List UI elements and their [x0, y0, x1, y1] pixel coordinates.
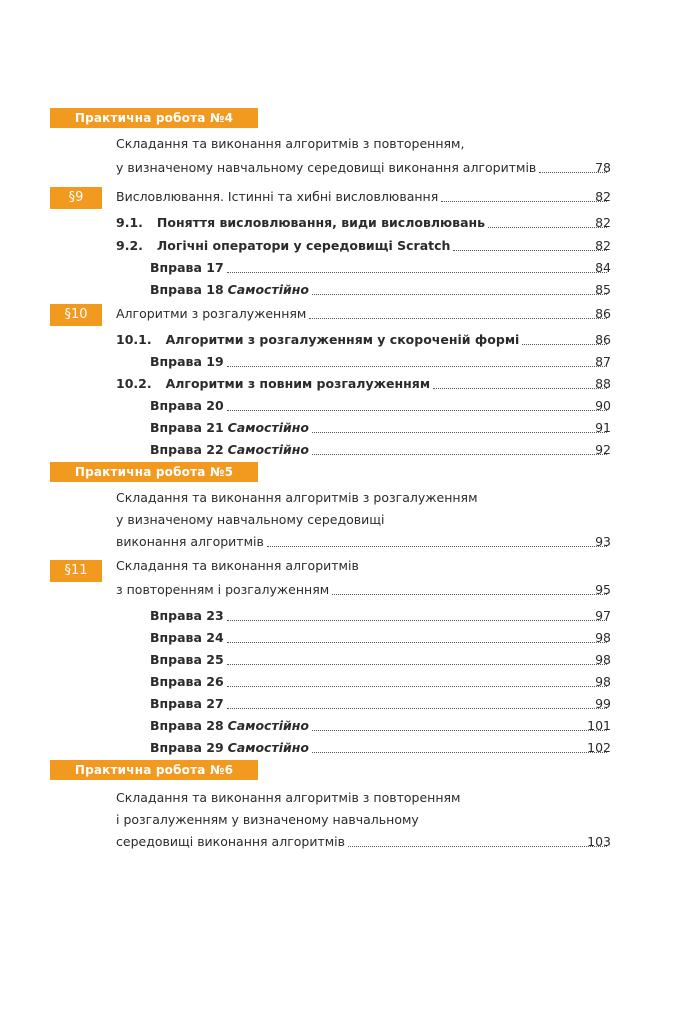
page-number: 82	[595, 238, 611, 253]
practical-work-4-tag: Практична робота №4	[50, 108, 258, 128]
toc-entry-exercise-18[interactable]	[150, 280, 610, 300]
toc-entry-10-2[interactable]	[116, 374, 610, 394]
exercise-label: Вправа 24	[150, 630, 224, 645]
dot-leader	[312, 294, 607, 295]
toc-entry-exercise-25[interactable]	[150, 650, 610, 670]
page-number: 78	[595, 160, 611, 175]
practical-work-5-line3: виконання алгоритмів	[116, 534, 264, 549]
page-number: 102	[587, 740, 611, 755]
toc-entry-exercise-24[interactable]	[150, 628, 610, 648]
dot-leader	[227, 642, 607, 643]
page-number: 86	[595, 306, 611, 321]
toc-entry-practical-4[interactable]	[116, 158, 610, 178]
dot-leader	[433, 388, 607, 389]
toc-entry-9-2[interactable]	[116, 236, 610, 256]
toc-entry-exercise-26[interactable]	[150, 672, 610, 692]
dot-leader	[312, 432, 607, 433]
exercise-label: Вправа 28	[150, 718, 224, 733]
self-study-note: Самостійно	[227, 282, 309, 297]
self-study-note: Самостійно	[227, 420, 309, 435]
dot-leader	[309, 318, 607, 319]
exercise-label: Вправа 25	[150, 652, 224, 667]
dot-leader	[312, 454, 607, 455]
exercise-label: Вправа 21	[150, 420, 224, 435]
subsection-number: 9.2.	[116, 238, 143, 253]
toc-entry-exercise-23[interactable]	[150, 606, 610, 626]
practical-work-6-line2: і розгалуженням у визначеному навчальному	[116, 812, 419, 827]
practical-work-5-line2: у визначеному навчальному середовищі	[116, 512, 385, 527]
paragraph-11-tag: §11	[50, 560, 102, 582]
page-number: 98	[595, 652, 611, 667]
toc-entry-exercise-17[interactable]	[150, 258, 610, 278]
toc-entry-s10[interactable]	[116, 304, 610, 324]
page-number: 85	[595, 282, 611, 297]
exercise-label: Вправа 23	[150, 608, 224, 623]
page-number: 86	[595, 332, 611, 347]
dot-leader	[227, 366, 607, 367]
page-number: 98	[595, 674, 611, 689]
practical-work-6-tag: Практична робота №6	[50, 760, 258, 780]
dot-leader	[267, 546, 607, 547]
page-number: 82	[595, 215, 611, 230]
practical-work-6-line1: Складання та виконання алгоритмів з повторенням	[116, 790, 461, 805]
subsection-title: Поняття висловлювання, види висловлювань	[156, 215, 486, 230]
dot-leader	[227, 708, 607, 709]
exercise-label: Вправа 29	[150, 740, 224, 755]
toc-entry-s9[interactable]	[116, 187, 610, 207]
dot-leader	[348, 846, 607, 847]
practical-work-6-line3: середовищі виконання алгоритмів	[116, 834, 346, 849]
page-number: 101	[587, 718, 611, 733]
self-study-note: Самостійно	[227, 740, 309, 755]
dot-leader	[441, 201, 607, 202]
subsection-title: Логічні оператори у середовищі Scratch	[156, 238, 451, 253]
exercise-label: Вправа 18	[150, 282, 224, 297]
s11-title-line1: Складання та виконання алгоритмів	[116, 558, 359, 573]
paragraph-10-tag: §10	[50, 304, 102, 326]
practical-work-4-line1: Складання та виконання алгоритмів з повторенням,	[116, 136, 465, 151]
page-number: 98	[595, 630, 611, 645]
s11-title-line2: з повторенням і розгалуженням	[116, 582, 330, 597]
dot-leader	[488, 227, 607, 228]
subsection-title: Алгоритми з повним розгалуженням	[165, 376, 431, 391]
s9-title: Висловлювання. Істинні та хибні висловлювання	[116, 189, 439, 204]
page-number: 103	[587, 834, 611, 849]
toc-entry-s11[interactable]	[116, 580, 610, 600]
page-number: 82	[595, 189, 611, 204]
page-number: 95	[595, 582, 611, 597]
subsection-title: Алгоритми з розгалуженням у скороченій формі	[165, 332, 520, 347]
practical-work-5-tag: Практична робота №5	[50, 462, 258, 482]
practical-work-4-line2: у визначеному навчальному середовищі виконання алгоритмів	[116, 160, 537, 175]
page-number: 87	[595, 354, 611, 369]
subsection-number: 10.1.	[116, 332, 152, 347]
page-number: 92	[595, 442, 611, 457]
exercise-label: Вправа 27	[150, 696, 224, 711]
self-study-note: Самостійно	[227, 718, 309, 733]
self-study-note: Самостійно	[227, 442, 309, 457]
dot-leader	[453, 250, 607, 251]
exercise-label: Вправа 19	[150, 354, 224, 369]
dot-leader	[312, 730, 607, 731]
toc-entry-practical-6[interactable]	[116, 832, 610, 852]
dot-leader	[312, 752, 607, 753]
dot-leader	[227, 664, 607, 665]
subsection-number: 9.1.	[116, 215, 143, 230]
toc-entry-exercise-19[interactable]	[150, 352, 610, 372]
page-number: 84	[595, 260, 611, 275]
exercise-label: Вправа 26	[150, 674, 224, 689]
dot-leader	[227, 410, 607, 411]
toc-entry-practical-5[interactable]	[116, 532, 610, 552]
page-number: 90	[595, 398, 611, 413]
toc-entry-9-1[interactable]	[116, 213, 610, 233]
s10-title: Алгоритми з розгалуженням	[116, 306, 307, 321]
page-number: 93	[595, 534, 611, 549]
page-number: 97	[595, 608, 611, 623]
exercise-label: Вправа 17	[150, 260, 224, 275]
dot-leader	[227, 620, 607, 621]
practical-work-5-line1: Складання та виконання алгоритмів з розгалуженням	[116, 490, 478, 505]
toc-entry-exercise-21[interactable]	[150, 418, 610, 438]
exercise-label: Вправа 22	[150, 442, 224, 457]
subsection-number: 10.2.	[116, 376, 152, 391]
page-number: 99	[595, 696, 611, 711]
toc-entry-exercise-20[interactable]	[150, 396, 610, 416]
paragraph-9-tag: §9	[50, 187, 102, 209]
dot-leader	[332, 594, 607, 595]
dot-leader	[227, 686, 607, 687]
dot-leader	[227, 272, 607, 273]
toc-entry-10-1[interactable]	[116, 330, 610, 350]
toc-entry-exercise-22[interactable]	[150, 440, 610, 460]
page-number: 91	[595, 420, 611, 435]
page-number: 88	[595, 376, 611, 391]
toc-entry-exercise-27[interactable]	[150, 694, 610, 714]
exercise-label: Вправа 20	[150, 398, 224, 413]
toc-entry-exercise-28[interactable]	[150, 716, 610, 736]
toc-entry-exercise-29[interactable]	[150, 738, 610, 758]
